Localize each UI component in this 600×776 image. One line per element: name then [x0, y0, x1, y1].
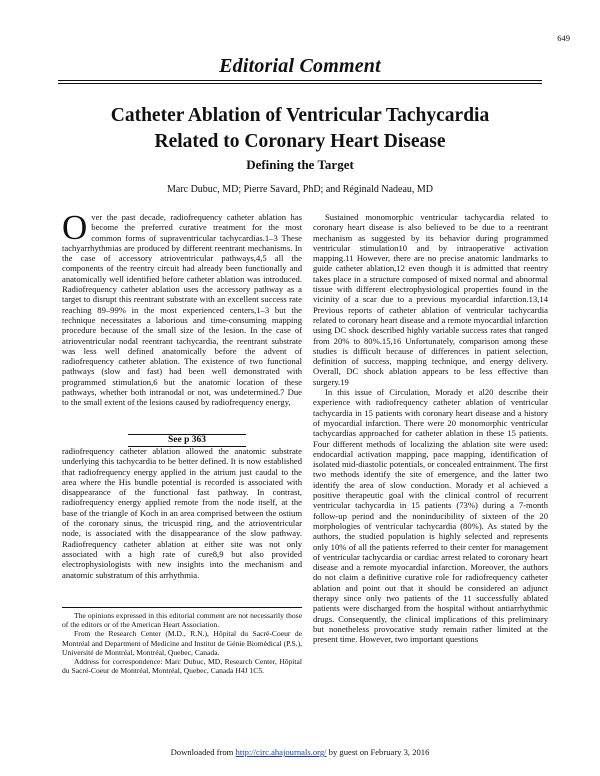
page-number: 649: [557, 33, 570, 43]
left-column-top: [62, 208, 302, 408]
download-suffix: by guest on February 3, 2016: [326, 747, 430, 757]
header-rule-top: [58, 80, 542, 81]
left-paragraph-1: ver the past decade, radiofrequency catheter ablation has become the preferred curative treatment for the most common forms of supraventricular tachycardias.1–3 These tachyarrhythmias are produced by different reentrant mechanisms. In the case of accessory atrioventricular pathways,4,5 all the components of the reentry circuit had already been functionally and anatomically well identified before catheter ablation was introduced. Radiofrequency catheter ablation uses the accessory pathway as a target to disrupt this reentrant substrate with an excellent success rate reaching 89–99% in the most experienced centers,1–3 but the technique necessitates a laborious and time-consuming mapping procedure because of the small size of the lesion. In the case of atrioventricular nodal reentrant tachycardia, the reentrant substrate was less well defined anatomically before the advent of radiofrequency catheter ablation. The existence of two functional pathways (slow and fast) had been well demonstrated with programmed stimulation,6 but the anatomic location of these pathways, whether both intranodal or not, was undetermined.7 Due to the small extent of the lesions caused by radiofrequency energy,: [62, 212, 302, 408]
article-title-line2: Related to Coronary Heart Disease: [154, 131, 446, 152]
right-paragraph-2: In this issue of Circulation, Morady et al20 describe their experience with radiofrequency catheter ablation of ventricular tachycardia in 15 patients with coronary heart disease and a history of myocardial infarction. There were 20 monomorphic ventricular tachycardias approached for catheter ablation in these 15 patients. Four different methods of localizing the ablation site were used: endocardial activation mapping, pace mapping, identification of isolated mid-diastolic potentials, or concealed entrainment. The first two methods identify the site of emergence, and the latter two identify the area of slow conduction. Morady et al achieved a positive therapeutic goal with the clinical control of recurrent ventricular tachycardia in 15 patients (73%) during a 7-month follow-up period and the noninducibility of sixteen of the 20 morphologies of ventricular tachycardia (80%). As stated by the authors, the studied population is highly selected and represents only 10% of all the patients referred to their center for management of ventricular tachycardia or cardiac arrest related to coronary heart disease and a remote myocardial infarction. Moreover, the authors do not claim a definitive curative role for radiofrequency catheter ablation and point out that it should be considered an adjunct therapy since only two patients of the 11 successfully ablated patients were discharged from the hospital without antiarrhythmic drugs. Consequently, the clinical implications of this preliminary but nonetheless provocative study remain rather limited at the present time. However, two important questions: [313, 387, 548, 645]
footnote-rule: [62, 607, 302, 608]
right-paragraph-1: Sustained monomorphic ventricular tachycardia related to coronary heart disease is also believed to be due to a reentrant mechanism as suggested by its behavior during programmed ventricular stimulation10 and by intraoperative activation mapping.11 However, there are no precise anatomic landmarks to guide catheter ablation,12 even though it is admitted that reentry takes place in a structure composed of mixed normal and abnormal tissue with different electrophysiological properties found in the vicinity of a scar due to a previous myocardial infarction.13,14 Previous reports of catheter ablation of ventricular tachycardia related to coronary heart disease and a remote myocardial infarction using DC shock described highly variable success rates that ranged from 20% to 80%.15,16 Unfortunately, comparison among these studies is difficult because of differences in patient selection, definition of success, mapping technique, and energy delivery. Overall, DC shock ablation appears to be less effective than surgery.19: [313, 212, 548, 387]
right-column: [313, 212, 548, 644]
article-title-line1: Catheter Ablation of Ventricular Tachycardia: [110, 105, 490, 126]
download-link[interactable]: http://circ.ahajournals.org/: [235, 747, 327, 757]
download-footer: [0, 747, 600, 757]
drop-cap: O: [62, 208, 88, 247]
see-page-reference[interactable]: See p 363: [128, 434, 246, 447]
left-paragraph-2: radiofrequency catheter ablation allowed the anatomic substrate underlying this tachycardia to be better defined. It is now established that radiofrequency energy applied in the atrium just caudal to the area where the His bundle potential is recorded is associated with disappearance of the functional fast pathway. In contrast, radiofrequency energy applied remote from the node itself, at the base of the triangle of Koch in an area comprised between the ostium of the coronary sinus, the tricuspid ring, and the atrioventricular node, is associated with the disappearance of the slow pathway. Radiofrequency catheter ablation at either site was not only associated with a high rate of cure8,9 but also provided electrophysiologists with new insights into the mechanism and anatomic substratum of this arrhythmia.: [62, 446, 302, 580]
article-subtitle: Defining the Target: [246, 157, 354, 172]
footnote-correspondence: Address for correspondence: Marc Dubuc, MD, Research Center, Hôpital du Sacré-Coeur de Montréal, Montréal, Quebec, Canada H4J 1C5.: [62, 657, 302, 676]
section-label: Editorial Comment: [219, 55, 381, 77]
footnote-affiliation: From the Research Center (M.D., R.N.), Hôpital du Sacré-Coeur de Montréal and Department of Medicine and Institut de Génie Biomédical (P.S.), Université de Montréal, Montréal, Quebec, Canada.: [62, 629, 302, 657]
article-title: [0, 103, 600, 155]
left-column-bottom: [62, 446, 302, 580]
header-rule-bottom: [58, 83, 542, 84]
footnote-disclaimer: The opinions expressed in this editorial comment are not necessarily those of the editors or of the American Heart Association.: [62, 611, 302, 630]
download-prefix: Downloaded from: [170, 747, 236, 757]
footnotes: [62, 607, 302, 675]
article-authors: Marc Dubuc, MD; Pierre Savard, PhD; and Réginald Nadeau, MD: [166, 184, 434, 195]
